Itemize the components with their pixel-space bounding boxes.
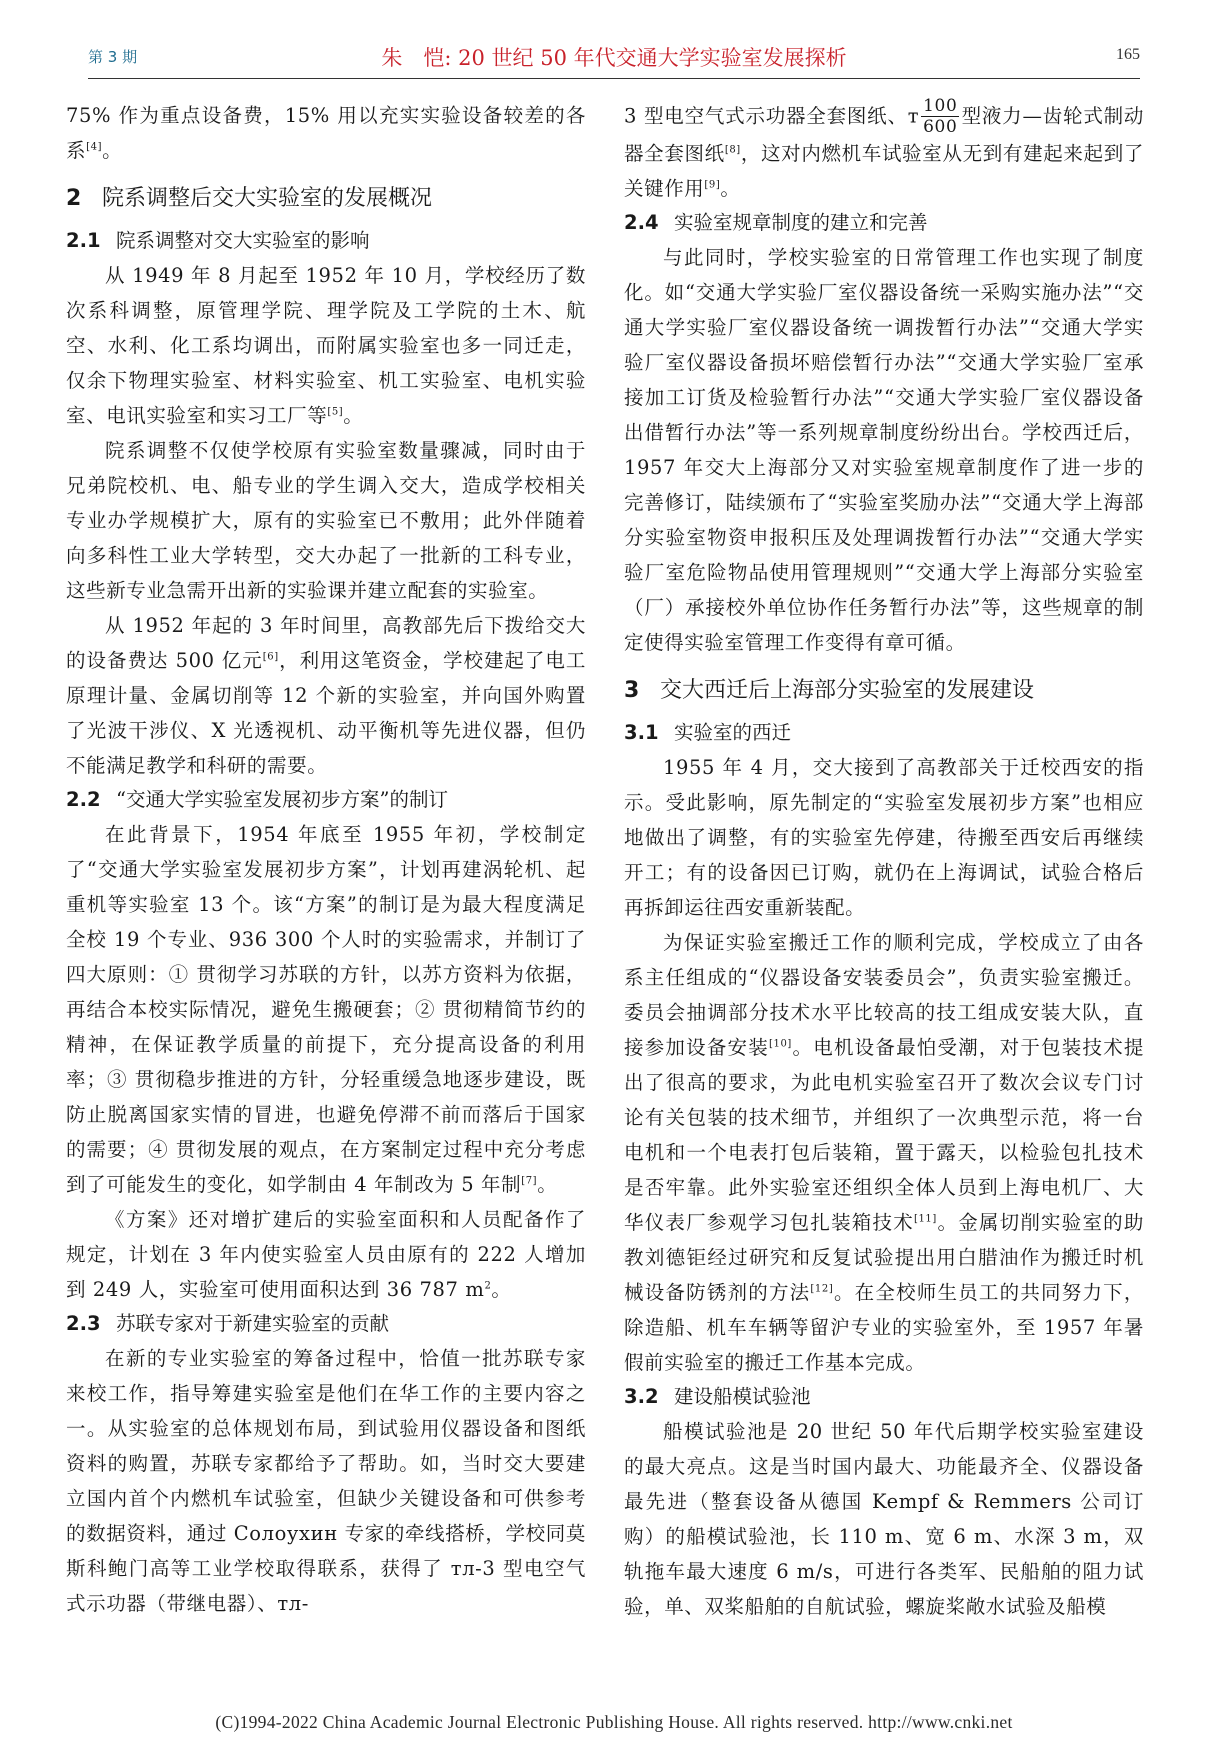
subsection-heading: 3.1 实验室的西迁	[624, 721, 792, 744]
paragraph: 从 1952 年起的 3 年时间里，高教部先后下拨给交大的设备费达 500 亿元[6]，利用这笔资金，学校建起了电工原理计量、金属切削等 12 个新的实验室，并向国外购置了光波干涉仪、X 光透视机、动平衡机等先进仪器，但仍不能满足教学和科研的需要。	[66, 614, 586, 777]
page-number: 165	[1116, 46, 1140, 63]
citation: [7]	[521, 1175, 538, 1187]
fraction: $\frac{100}{600}$	[923, 96, 958, 137]
citation: [4]	[86, 141, 103, 153]
running-header	[88, 38, 1140, 79]
subsection-heading: 2.4 实验室规章制度的建立和完善	[624, 211, 928, 234]
paragraph: 院系调整不仅使学校原有实验室数量骤减，同时由于兄弟院校机、电、船专业的学生调入交大，造成学校相关专业办学规模扩大，原有的实验室已不敷用；此外伴随着向多科性工业大学转型，交大办起了一批新的工科专业，这些新专业急需开出新的实验课并建立配套的实验室。	[66, 439, 586, 602]
superscript: 2	[484, 1280, 492, 1292]
paragraph: 船模试验池是 20 世纪 50 年代后期学校实验室建设的最大亮点。这是当时国内最大、功能最齐全、仪器设备最先进（整套设备从德国 Kempf & Remmers 公司订购）的船模试验池，长 110 m、宽 6 m、水深 3 m，双轨拖车最大速度 6 m/s，可进行各类军、民船舶的阻力试验，单、双桨船舶的自航试验，螺旋桨敞水试验及船模	[624, 1420, 1144, 1618]
subsection-heading: 2.2 “交通大学实验室发展初步方案”的制订	[66, 788, 448, 811]
subsection-heading: 2.3 苏联专家对于新建实验室的贡献	[66, 1312, 390, 1335]
citation: [12]	[810, 1283, 834, 1295]
citation: [8]	[724, 144, 741, 156]
citation: [11]	[913, 1213, 937, 1225]
right-column	[624, 98, 1144, 1624]
subsection-heading: 3.2 建设船模试验池	[624, 1385, 811, 1408]
paragraph: 为保证实验室搬迁工作的顺利完成，学校成立了由各系主任组成的“仪器设备安装委员会”，负责实验室搬迁。委员会抽调部分技术水平比较高的技工组成安装大队，直接参加设备安装[10]。电机设备最怕受潮，对于包装技术提出了很高的要求，为此电机实验室召开了数次会议专门讨论有关包装的技术细节，并组织了一次典型示范，将一台电机和一个电表打包后装箱，置于露天，以检验包扎技术是否牢靠。此外实验室还组织全体人员到上海电机厂、大华仪表厂参观学习包扎装箱技术[11]。金属切削实验室的助教刘德钜经过研究和反复试验提出用白腊油作为搬迁时机械设备防锈剂的方法[12]。在全校师生员工的共同努力下，除造船、机车车辆等留沪专业的实验室外，至 1957 年暑假前实验室的搬迁工作基本完成。	[624, 931, 1145, 1374]
section-heading: 2 院系调整后交大实验室的发展概况	[66, 186, 433, 211]
copyright-footer: (C)1994-2022 China Academic Journal Electronic Publishing House. All rights reserved. http://www.cnki.net	[215, 1712, 1013, 1732]
paragraph: 与此同时，学校实验室的日常管理工作也实现了制度化。如“交通大学实验厂室仪器设备统一采购实施办法”“交通大学实验厂室仪器设备统一调拨暂行办法”“交通大学实验厂室仪器设备损坏赔偿暂行办法”“交通大学实验厂室承接加工订货及检验暂行办法”“交通大学实验厂室仪器设备出借暂行办法”等一系列规章制度纷纷出台。学校西迁后，1957 年交大上海部分又对实验室规章制度作了进一步的完善修订，陆续颁布了“实验室奖励办法”“交通大学上海部分实验室物资申报积压及处理调拨暂行办法”“交通大学实验厂室危险物品使用管理规则”“交通大学上海部分实验室（厂）承接校外单位协作任务暂行办法”等，这些规章的制定使得实验室管理工作变得有章可循。	[624, 246, 1144, 654]
citation: [5]	[327, 406, 344, 418]
left-column	[66, 98, 586, 1621]
subsection-heading: 2.1 院系调整对交大实验室的影响	[66, 229, 370, 252]
paragraph: 75% 作为重点设备费，15% 用以充实实验设备较差的各系[4]。	[66, 104, 586, 162]
paragraph: 从 1949 年 8 月起至 1952 年 10 月，学校经历了数次系科调整，原管理学院、理学院及工学院的土木、航空、水利、化工系均调出，而附属实验室也多一同迁走，仅余下物理实验室、材料实验室、机工实验室、电机实验室、电讯实验室和实习工厂等[5]。	[66, 264, 586, 427]
citation: [10]	[768, 1038, 792, 1050]
paragraph: 在此背景下，1954 年底至 1955 年初，学校制定了“交通大学实验室发展初步方案”，计划再建涡轮机、起重机等实验室 13 个。该“方案”的制订是为最大程度满足全校 19 个专业、936 300 个人时的实验需求，并制订了四大原则：① 贯彻学习苏联的方针，以苏方资料为依据，再结合本校实际情况，避免生搬硬套；② 贯彻精简节约的精神，在保证教学质量的前提下，充分提高设备的利用率；③ 贯彻稳步推进的方针，分轻重缓急地逐步建设，既防止脱离国家实情的冒进，也避免停滞不前而落后于国家的需要；④ 贯彻发展的观点，在方案制定过程中充分考虑到了可能发生的变化，如学制由 4 年制改为 5 年制[7]。	[66, 823, 586, 1196]
paragraph: 1955 年 4 月，交大接到了高教部关于迁校西安的指示。受此影响，原先制定的“实验室发展初步方案”也相应地做出了调整，有的实验室先停建，待搬至西安后再继续开工；有的设备因已订购，就仍在上海调试，试验合格后再拆卸运往西安重新装配。	[624, 756, 1144, 919]
paragraph: 在新的专业实验室的筹备过程中，恰值一批苏联专家来校工作，指导筹建实验室是他们在华工作的主要内容之一。从实验室的总体规划布局，到试验用仪器设备和图纸资料的购置，苏联专家都给予了帮助。如，当时交大要建立国内首个内燃机车试验室，但缺少关键设备和可供参考的数据资料，通过 Солоухин 专家的牵线搭桥，学校同莫斯科鲍门高等工业学校取得联系，获得了 тл-3 型电空气式示功器（带继电器）、тл-	[66, 1347, 586, 1615]
citation: [6]	[262, 651, 279, 663]
section-heading: 3 交大西迁后上海部分实验室的发展建设	[624, 678, 1035, 703]
paragraph: 《方案》还对增扩建后的实验室面积和人员配备作了规定，计划在 3 年内使实验室人员由原有的 222 人增加到 249 人，实验室可使用面积达到 36 787 $m^2$。	[66, 1208, 586, 1301]
citation: [9]	[704, 179, 721, 191]
paragraph: 3 型电空气式示功器全套图纸、т $\frac{100}{600}$ 型液力—齿轮式制动器全套图纸[8]，这对内燃机车试验室从无到有建起来起到了关键作用[9]。	[624, 96, 1144, 200]
article-title: 朱 恺: 20 世纪 50 年代交通大学实验室发展探析	[381, 46, 847, 70]
issue-number: 第 3 期	[88, 48, 138, 66]
